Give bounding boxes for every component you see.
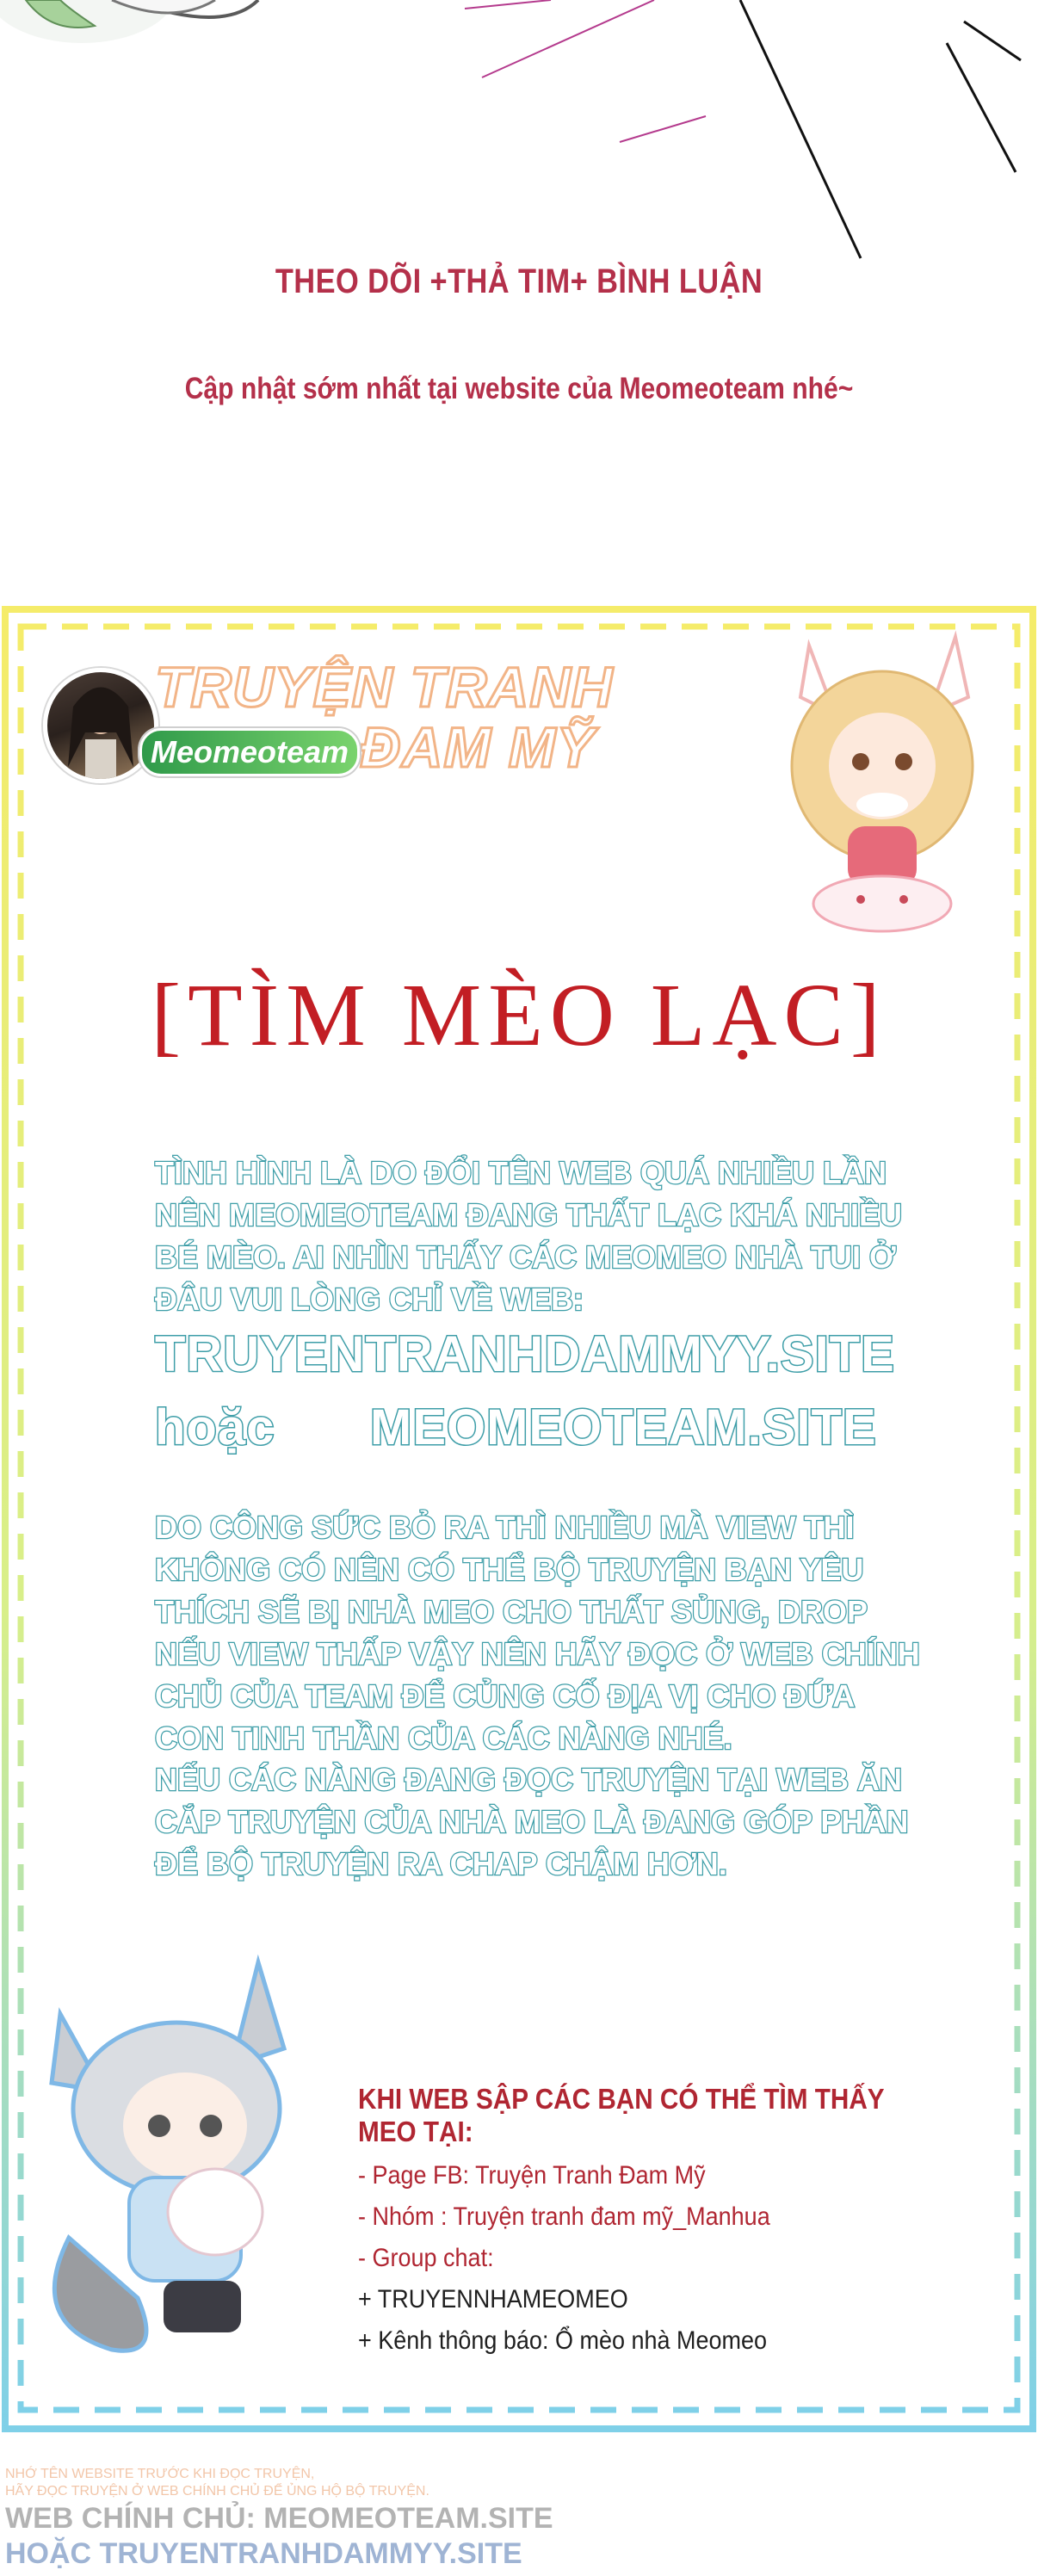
logo-title-line1: TRUYỆN TRANH bbox=[155, 655, 614, 719]
logo-avatar bbox=[43, 668, 158, 783]
logo-title-line2: ĐAM MỸ bbox=[360, 715, 596, 779]
notice-paragraph-2: DO CÔNG SỨC BỎ RA THÌ NHIỀU MÀ VIEW THÌ KHÔNG CÓ NÊN CÓ THỂ BỘ TRUYỆN BẠN YÊU THÍCH SẼ BỊ NHÀ MEO CHO THẤT SỦNG, DROP NẾU VIEW THẤP VẬY NÊN HÃY ĐỌC Ở WEB CHÍNH CHỦ CỦA TEAM ĐỂ CỦNG CỐ ĐỊA VỊ CHO ĐỨA CON TINH THẦN CỦA CÁC NÀNG NHÉ. bbox=[155, 1510, 920, 1756]
mascot-boy-illustration bbox=[34, 1954, 318, 2375]
contact-title: KHI WEB SẬP CÁC BẠN CÓ THỂ TÌM THẤY MEO TẠI: bbox=[358, 2083, 885, 2147]
notice-paragraph-1: TÌNH HÌNH LÀ DO ĐỔI TÊN WEB QUÁ NHIỀU LẦN NÊN MEOMEOTEAM ĐANG THẤT LẠC KHÁ NHIỀU BÉ MÈO. AI NHÌN THẤY CÁC MEOMEO NHÀ TUI Ở ĐÂU VUI LÒNG CHỈ VỀ WEB: bbox=[155, 1155, 902, 1317]
contact-line: - Group chat: bbox=[358, 2244, 494, 2272]
mascot-girl-illustration bbox=[775, 620, 990, 964]
notice-paragraph-3: NẾU CÁC NÀNG ĐANG ĐỌC TRUYỆN TẠI WEB ĂN CẮP TRUYỆN CỦA NHÀ MEO LÀ ĐANG GÓP PHẦN ĐỂ BỘ TRUYỆN RA CHAP CHẬM HƠN. bbox=[155, 1762, 909, 1881]
contact-line: + Kênh thông báo: Ổ mèo nhà Meomeo bbox=[358, 2326, 768, 2355]
follow-prompt: THEO DÕI +THẢ TIM+ BÌNH LUẬN bbox=[275, 263, 763, 300]
contact-block bbox=[358, 2083, 978, 2362]
contact-line: + TRUYENNHAMEOMEO bbox=[358, 2285, 628, 2313]
notice-title: [TÌM MÈO LẠC] bbox=[151, 966, 887, 1065]
watermark-note-2: HÃY ĐỌC TRUYỆN Ở WEB CHÍNH CHỦ ĐỂ ỦNG HỘ BỘ TRUYỆN. bbox=[5, 2484, 429, 2499]
update-notice: Cập nhật sớm nhất tại website của Meomeoteam nhé~ bbox=[184, 372, 854, 405]
logo-badge: Meomeoteam bbox=[139, 728, 360, 776]
contact-line: - Nhóm : Truyện tranh đam mỹ_Manhua bbox=[358, 2202, 770, 2231]
contact-line: - Page FB: Truyện Tranh Đam Mỹ bbox=[358, 2161, 706, 2190]
watermark-site-1: WEB CHÍNH CHỦ: MEOMEOTEAM.SITE bbox=[5, 2502, 553, 2535]
website-link-2: MEOMEOTEAM.SITE bbox=[370, 1399, 877, 1455]
watermark-note-1: NHỚ TÊN WEBSITE TRƯỚC KHI ĐỌC TRUYỆN, bbox=[5, 2467, 315, 2481]
watermark-site-2: HOẶC TRUYENTRANHDAMMYY.SITE bbox=[5, 2537, 522, 2570]
website-link-1: TRUYENTRANHDAMMYY.SITE bbox=[155, 1326, 895, 1382]
top-illustration bbox=[0, 0, 1038, 275]
or-word: hoặc bbox=[155, 1399, 275, 1455]
